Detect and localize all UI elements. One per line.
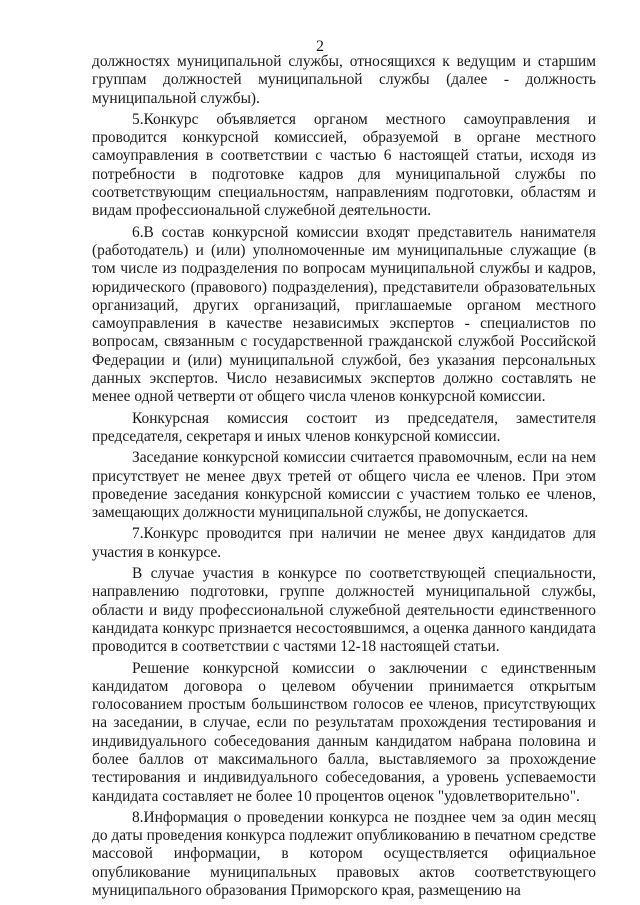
- paragraph-clause-6: 6.В состав конкурсной комиссии входят представитель нанимателя (работодатель) и (или) уполномоченные им муниципальные служащие (в том числе из подразделения по вопросам муниципальной службы и кадров, юридического (правового) подразделения), представители образовательных организаций, других организаций, приглашаемые органом местного самоуправления в качестве независимых экспертов - специалистов по вопросам, связанным с государственной гражданской службой Российской Федерации и (или) муниципальной службой, без указания персональных данных экспертов. Число независимых экспертов должно составлять не менее одной четверти от общего числа членов конкурсной комиссии.: [92, 223, 596, 406]
- paragraph-decision: Решение конкурсной комиссии о заключении с единственным кандидатом договора о целевом обучении принимается открытым голосованием простым большинством голосов ее членов, присутствующих на заседании, в случае, если по результатам прохождения тестирования и индивидуального собеседования данным кандидатом набрана половина и более баллов от максимального балла, выставляемого за прохождение тестирования и индивидуального собеседования, а уровень успеваемости кандидата составляет не более 10 процентов оценок "удовлетворительно".: [92, 659, 596, 805]
- page-number: 2: [316, 38, 324, 55]
- paragraph-quorum: Заседание конкурсной комиссии считается правомочным, если на нем присутствует не менее двух третей от общего числа ее членов. При этом проведение заседания конкурсной комиссии с участием только ее членов, замещающих должности муниципальной службы, не допускается.: [92, 449, 596, 522]
- paragraph-continuation: должностях муниципальной службы, относящихся к ведущим и старшим группам должностей муниципальной службы (далее - должность муниципальной службы).: [92, 53, 596, 107]
- paragraph-clause-5: 5.Конкурс объявляется органом местного самоуправления и проводится конкурсной комиссией, образуемой в органе местного самоуправления в соответствии с частью 6 настоящей статьи, исходя из потребности в подготовке кадров для муниципальной службы по соответствующим специальностям, направлениям подготовки, областям и видам профессиональной служебной деятельности.: [92, 110, 596, 220]
- paragraph-commission-composition: Конкурсная комиссия состоит из председателя, заместителя председателя, секретаря и иных членов конкурсной комиссии.: [92, 409, 596, 445]
- paragraph-clause-8: 8.Информация о проведении конкурса не позднее чем за один месяц до даты проведения конкурса подлежит опубликованию в печатном средстве массовой информации, в котором осуществляется официальное опубликование муниципальных правовых актов соответствующего муниципального образования Приморского края, размещению на: [92, 808, 596, 900]
- document-body: [92, 53, 596, 900]
- paragraph-single-candidate: В случае участия в конкурсе по соответствующей специальности, направлению подготовки, группе должностей муниципальной службы, области и виду профессиональной служебной деятельности единственного кандидата конкурс признается несостоявшимся, а оценка данного кандидата проводится в соответствии с частями 12-18 настоящей статьи.: [92, 565, 596, 656]
- paragraph-clause-7: 7.Конкурс проводится при наличии не менее двух кандидатов для участия в конкурсе.: [92, 525, 596, 561]
